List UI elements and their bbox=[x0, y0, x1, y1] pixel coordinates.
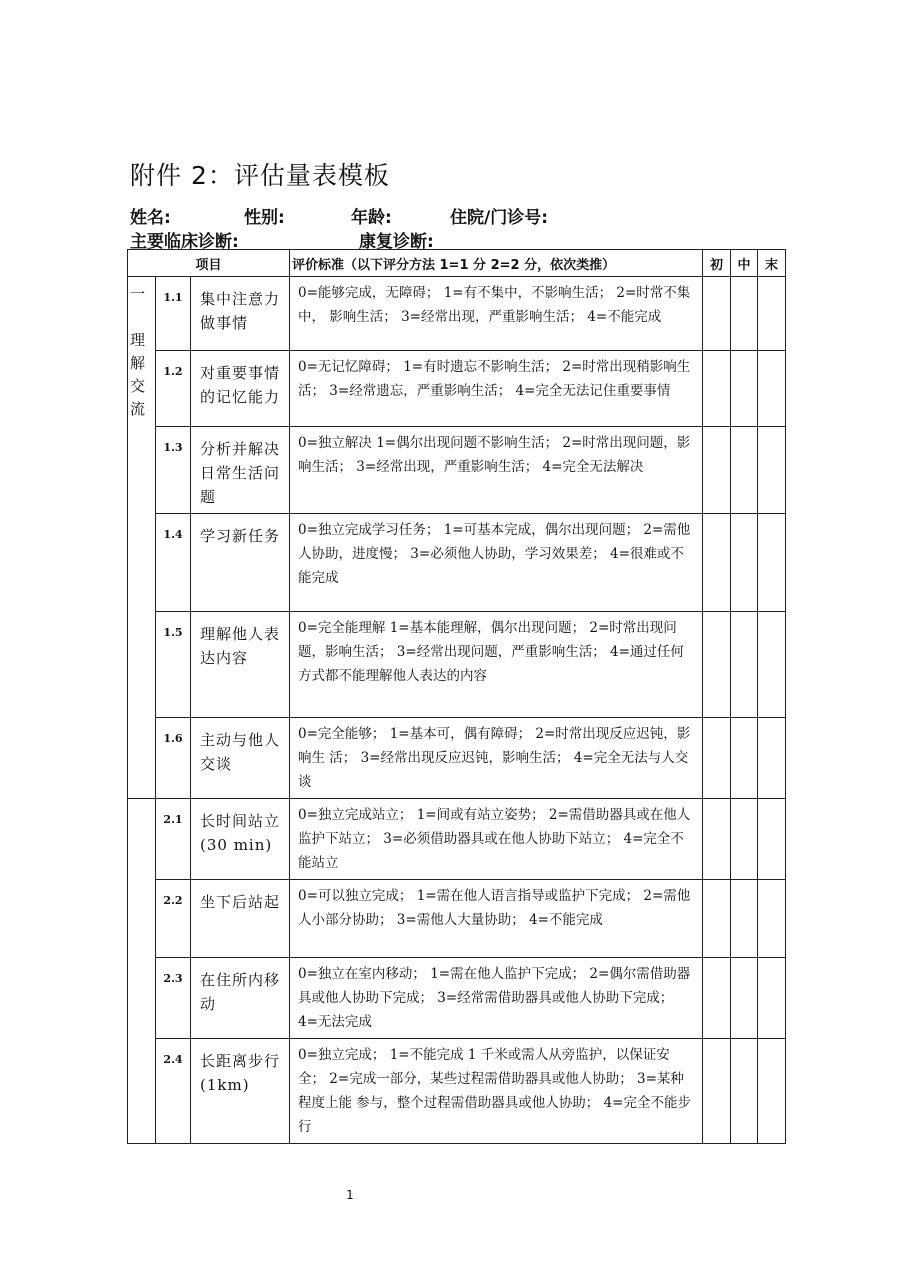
score-initial[interactable] bbox=[703, 612, 731, 718]
item-criteria: 0=可以独立完成； 1=需在他人语言指导或监护下完成； 2=需他人小部分协助； 3=需他人大量协助； 4=不能完成 bbox=[290, 880, 703, 958]
score-middle[interactable] bbox=[731, 958, 758, 1039]
item-name: 理解他人表达内容 bbox=[191, 612, 290, 718]
table-row bbox=[128, 277, 786, 351]
table-row bbox=[128, 718, 786, 799]
item-criteria: 0=独立完成； 1=不能完成 1 千米或需人从旁监护，以保证安全； 2=完成一部分，某些过程需借助器具或他人协助； 3=某种程度上能 参与，整个过程需借助器具或他人协助； 4=完全不能步行 bbox=[290, 1039, 703, 1144]
score-middle[interactable] bbox=[731, 718, 758, 799]
score-final[interactable] bbox=[758, 427, 786, 514]
item-name: 长时间站立 (30 min) bbox=[191, 799, 290, 880]
header-middle: 中 bbox=[731, 250, 758, 277]
score-final[interactable] bbox=[758, 351, 786, 427]
score-final[interactable] bbox=[758, 612, 786, 718]
score-initial[interactable] bbox=[703, 514, 731, 612]
score-final[interactable] bbox=[758, 718, 786, 799]
item-criteria: 0=独立解决 1=偶尔出现问题不影响生活； 2=时常出现问题，影响生活； 3=经常出现，严重影响生活； 4=完全无法解决 bbox=[290, 427, 703, 514]
item-number: 2.4 bbox=[156, 1039, 191, 1144]
item-name: 主动与他人交谈 bbox=[191, 718, 290, 799]
name-label: 姓名: bbox=[130, 208, 171, 228]
item-criteria: 0=完全能够； 1=基本可，偶有障碍； 2=时常出现反应迟钝，影响生 活； 3=经常出现反应迟钝，影响生活； 4=完全无法与人交谈 bbox=[290, 718, 703, 799]
category-cognition: 一 理 解 交 流 bbox=[128, 277, 156, 799]
item-criteria: 0=无记忆障碍； 1=有时遗忘不影响生活； 2=时常出现稍影响生活； 3=经常遗忘，严重影响生活； 4=完全无法记住重要事情 bbox=[290, 351, 703, 427]
gender-label: 性别: bbox=[244, 208, 285, 228]
header-item: 项目 bbox=[128, 250, 290, 277]
item-number: 2.2 bbox=[156, 880, 191, 958]
score-final[interactable] bbox=[758, 277, 786, 351]
header-final: 末 bbox=[758, 250, 786, 277]
score-final[interactable] bbox=[758, 958, 786, 1039]
table-row bbox=[128, 799, 786, 880]
item-criteria: 0=独立在室内移动； 1=需在他人监护下完成； 2=偶尔需借助器具或他人协助下完成； 3=经常需借助器具或他人协助下完成； 4=无法完成 bbox=[290, 958, 703, 1039]
score-initial[interactable] bbox=[703, 799, 731, 880]
table-row bbox=[128, 514, 786, 612]
table-row bbox=[128, 612, 786, 718]
score-final[interactable] bbox=[758, 880, 786, 958]
score-middle[interactable] bbox=[731, 427, 758, 514]
score-final[interactable] bbox=[758, 799, 786, 880]
score-middle[interactable] bbox=[731, 1039, 758, 1144]
score-middle[interactable] bbox=[731, 514, 758, 612]
score-final[interactable] bbox=[758, 514, 786, 612]
score-initial[interactable] bbox=[703, 718, 731, 799]
item-criteria: 0=独立完成学习任务； 1=可基本完成，偶尔出现问题； 2=需他人协助，进度慢； 3=必须他人协助，学习效果差； 4=很难或不能完成 bbox=[290, 514, 703, 612]
item-name: 对重要事情的记忆能力 bbox=[191, 351, 290, 427]
item-number: 1.6 bbox=[156, 718, 191, 799]
item-number: 2.1 bbox=[156, 799, 191, 880]
score-middle[interactable] bbox=[731, 799, 758, 880]
table-row bbox=[128, 880, 786, 958]
item-name: 坐下后站起 bbox=[191, 880, 290, 958]
item-criteria: 0=完全能理解 1=基本能理解，偶尔出现问题； 2=时常出现问题，影响生活； 3=经常出现问题，严重影响生活； 4=通过任何方式都不能理解他人表达的内容 bbox=[290, 612, 703, 718]
patient-number-label: 住院/门诊号: bbox=[450, 208, 549, 228]
item-name: 学习新任务 bbox=[191, 514, 290, 612]
table-header-row bbox=[128, 250, 786, 277]
item-name: 长距离步行 (1km) bbox=[191, 1039, 290, 1144]
item-number: 1.1 bbox=[156, 277, 191, 351]
age-label: 年龄: bbox=[351, 208, 392, 228]
score-initial[interactable] bbox=[703, 351, 731, 427]
item-criteria: 0=能够完成，无障碍； 1=有不集中，不影响生活； 2=时常不集中， 影响生活； 3=经常出现，严重影响生活； 4=不能完成 bbox=[290, 277, 703, 351]
item-name: 集中注意力做事情 bbox=[191, 277, 290, 351]
table-row bbox=[128, 1039, 786, 1144]
table-row bbox=[128, 958, 786, 1039]
page-number: 1 bbox=[346, 1188, 354, 1202]
score-initial[interactable] bbox=[703, 958, 731, 1039]
score-middle[interactable] bbox=[731, 277, 758, 351]
assessment-table bbox=[127, 249, 786, 1144]
item-name: 在住所内移动 bbox=[191, 958, 290, 1039]
table-row bbox=[128, 351, 786, 427]
item-criteria: 0=独立完成站立； 1=间或有站立姿势； 2=需借助器具或在他人监护下站立； 3=必须借助器具或在他人协助下站立； 4=完全不能站立 bbox=[290, 799, 703, 880]
clinical-diagnosis-label: 主要临床诊断: bbox=[130, 232, 239, 252]
score-initial[interactable] bbox=[703, 880, 731, 958]
item-name: 分析并解决日常生活问题 bbox=[191, 427, 290, 514]
item-number: 1.3 bbox=[156, 427, 191, 514]
score-initial[interactable] bbox=[703, 277, 731, 351]
category-mobility bbox=[128, 799, 156, 1144]
item-number: 1.2 bbox=[156, 351, 191, 427]
header-criteria: 评价标准（以下评分方法 1=1 分 2=2 分，依次类推） bbox=[290, 250, 703, 277]
item-number: 1.4 bbox=[156, 514, 191, 612]
table-row bbox=[128, 427, 786, 514]
score-middle[interactable] bbox=[731, 880, 758, 958]
score-final[interactable] bbox=[758, 1039, 786, 1144]
score-initial[interactable] bbox=[703, 427, 731, 514]
item-number: 2.3 bbox=[156, 958, 191, 1039]
score-middle[interactable] bbox=[731, 351, 758, 427]
rehab-diagnosis-label: 康复诊断: bbox=[359, 232, 434, 252]
document-title: 附件 2：评估量表模板 bbox=[130, 161, 390, 190]
item-number: 1.5 bbox=[156, 612, 191, 718]
header-initial: 初 bbox=[703, 250, 731, 277]
score-middle[interactable] bbox=[731, 612, 758, 718]
score-initial[interactable] bbox=[703, 1039, 731, 1144]
